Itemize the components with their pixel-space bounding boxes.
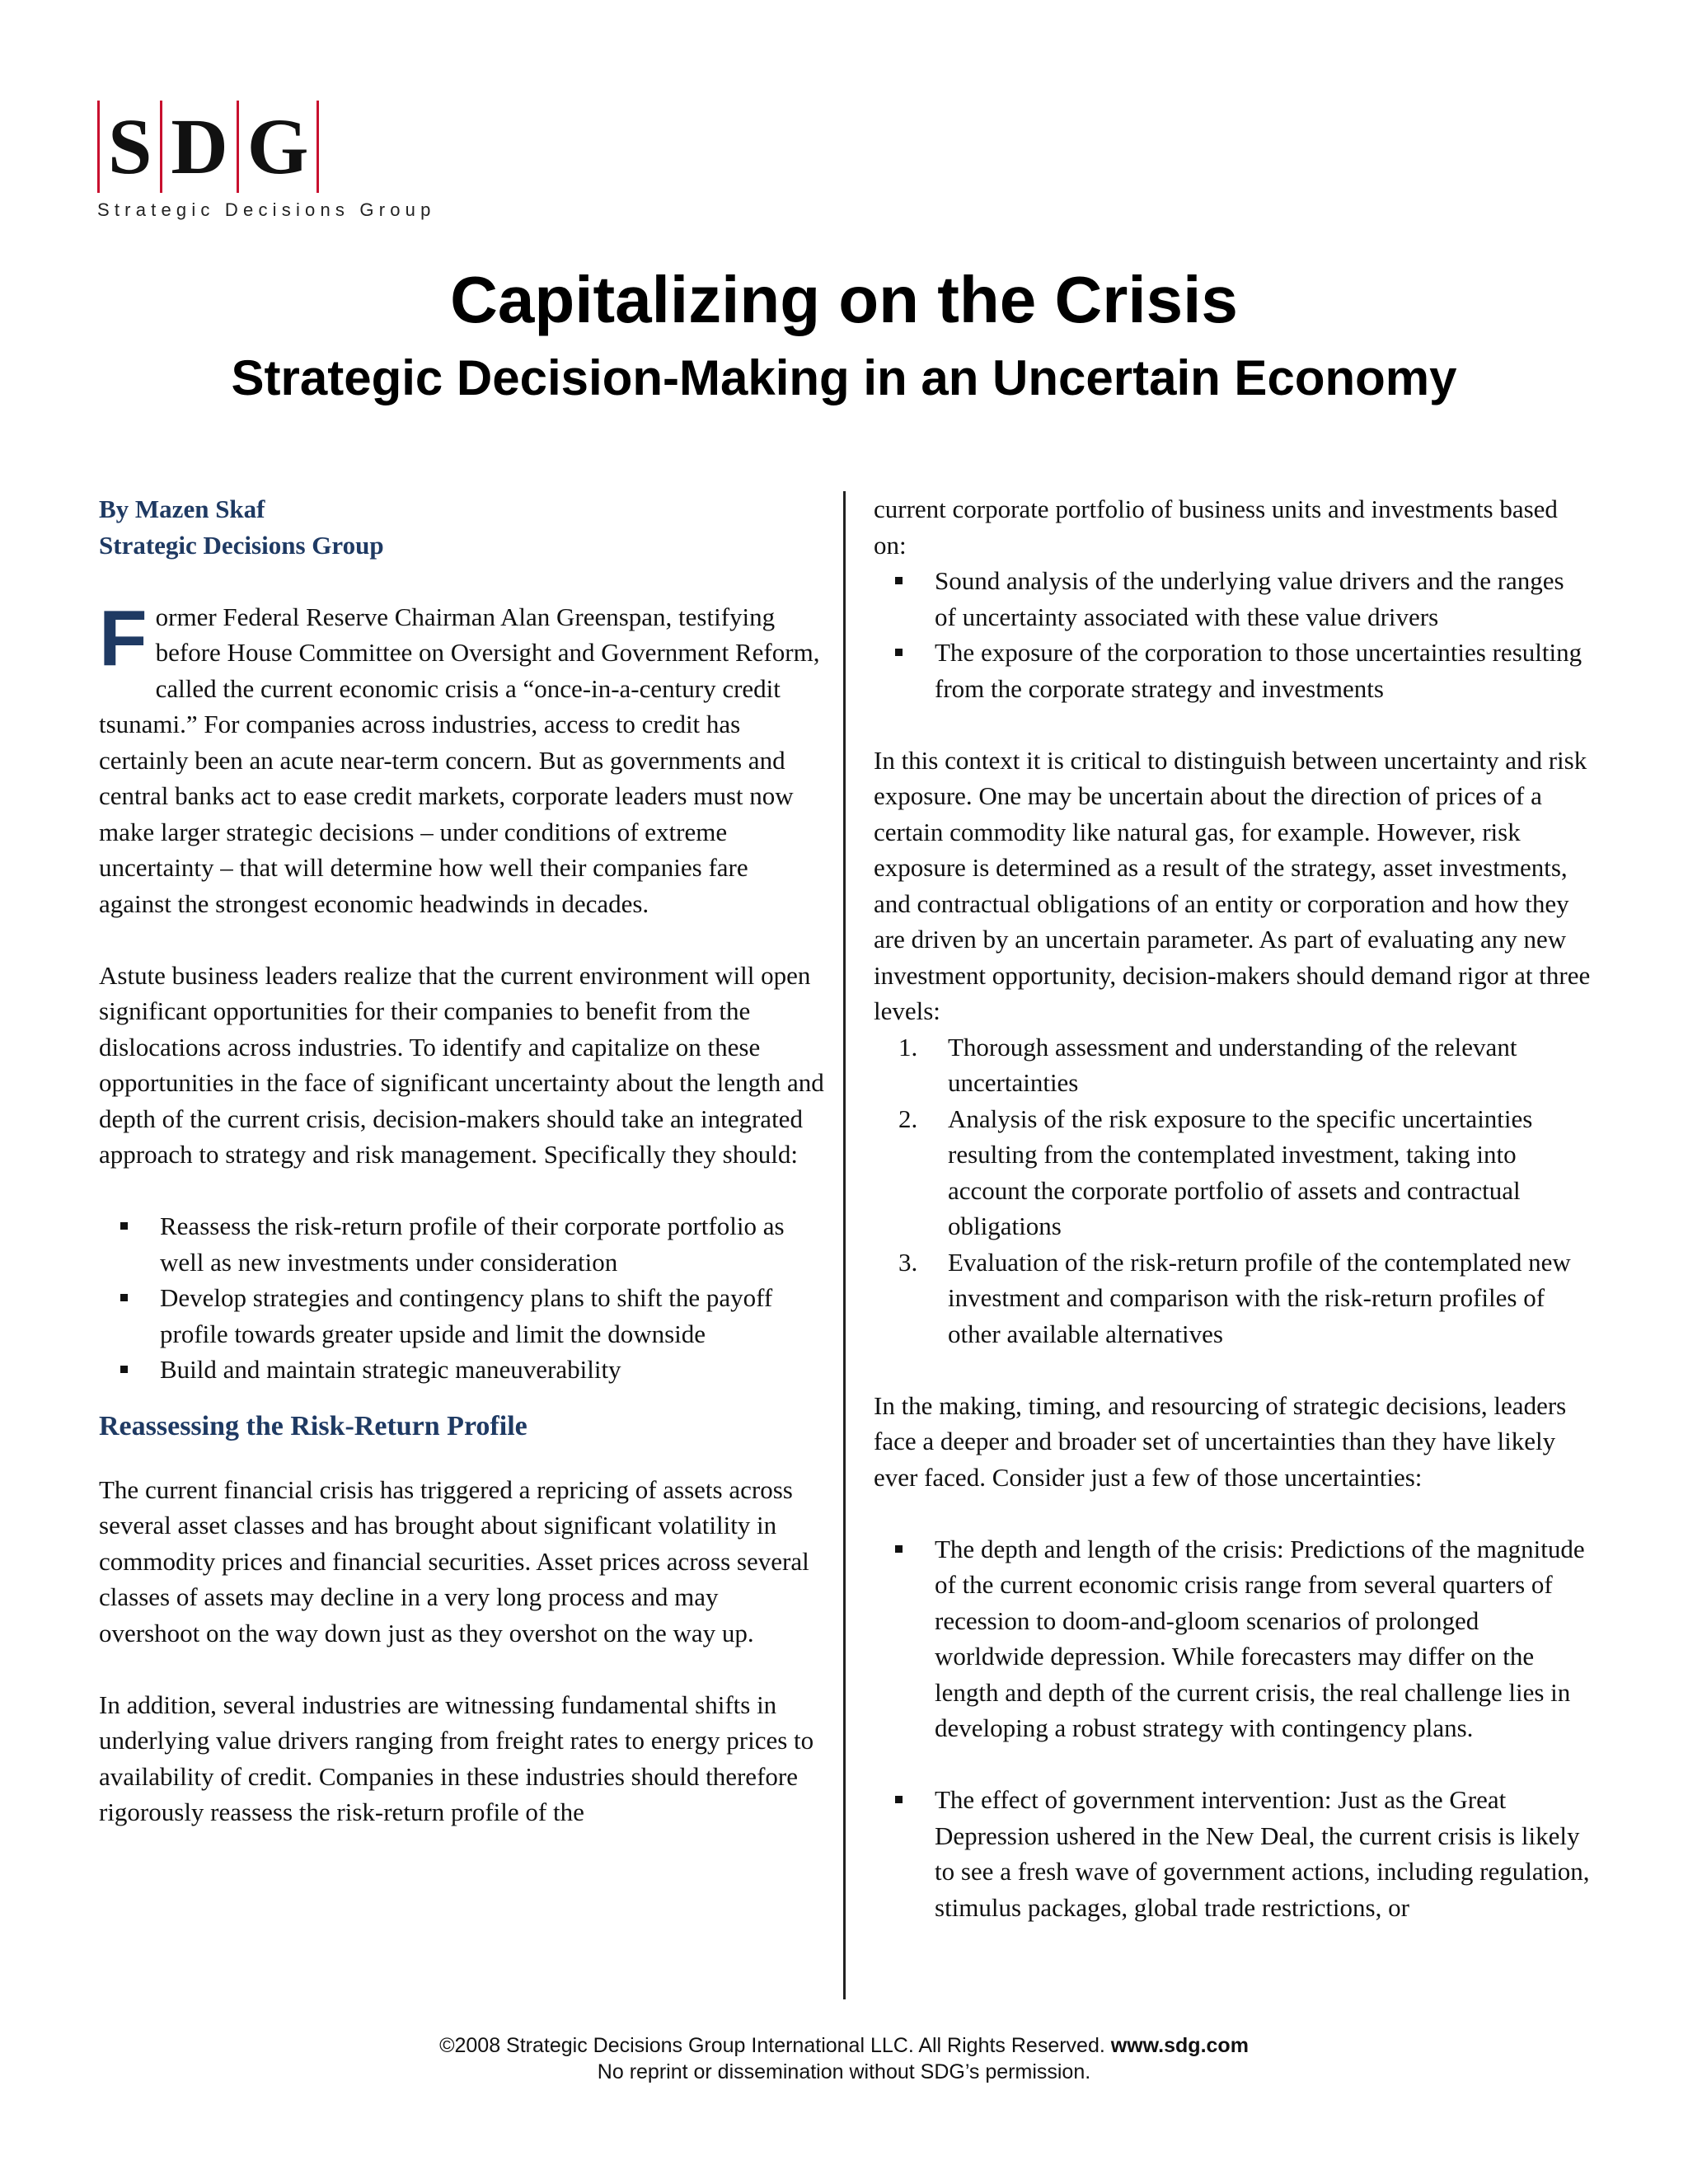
author-organization: Strategic Decisions Group [99,530,384,560]
list-item [874,1244,1591,1352]
right-column [874,491,1591,1925]
column-divider [843,491,846,1999]
footer-notice: No reprint or dissemination without SDG’s permission. [597,2060,1091,2083]
list-item-text: Evaluation of the risk-return profile of the contemplated new investment and comparison with the risk-return profiles of other available alternatives [948,1247,1571,1348]
bullet-list [874,1782,1591,1925]
list-item-text: Thorough assessment and understanding of the relevant uncertainties [948,1032,1517,1097]
logo-letters [97,101,436,193]
paragraph: In addition, several industries are witnessing fundamental shifts in underlying value drivers ranging from freight rates to energy prices to availability of credit. Companies in these industries should therefore rigorously reassess the risk-return profile of the [99,1690,814,1826]
logo-letter-d: D [171,102,228,190]
drop-cap: F [99,593,148,682]
page-title: Capitalizing on the Crisis [450,263,1238,336]
numbered-list [874,1029,1591,1352]
footer-url: www.sdg.com [1110,2034,1249,2057]
paragraph: Astute business leaders realize that the current environment will open significant opportunities for their companies to benefit from the dislocations across industries. To identify and capitalize on these opportunities in the face of significant uncertainty about the length and depth of the current crisis, decision-makers should take an integrated approach to strategy and risk management. Specifically they should: [99,960,824,1169]
list-item: Reassess the risk-return profile of their corporate portfolio as well as new investments under consideration [99,1208,824,1280]
bullet-list [99,1208,824,1388]
list-number: 1. [898,1032,918,1062]
page-footer [0,2032,1688,2085]
logo-letter-g: G [246,102,309,190]
logo-divider [316,101,319,193]
intro-paragraph [99,593,824,922]
paragraph: In this context it is critical to distinguish between uncertainty and risk exposure. One may be uncertain about the direction of prices of a certain commodity like natural gas, for example. However, risk exposure is determined as a result of the strategy, asset investments, and contractual obligations of an entity or corporation and how they are driven by an uncertain parameter. As part of evaluating any new investment opportunity, decision-makers should demand rigor at three levels: [874,745,1591,1025]
footer-copyright: ©2008 Strategic Decisions Group International LLC. All Rights Reserved. [439,2034,1105,2057]
left-column [99,491,824,1830]
sdg-logo [97,101,436,221]
intro-text: ormer Federal Reserve Chairman Alan Greenspan, testifying before House Committee on Oversight and Government Reform, called the current economic crisis a “once-in-a-century credit tsunami.” For companies across industries, access to credit has certainly been an acute near-term concern. But as governments and central banks act to ease credit markets, corporate leaders must now make larger strategic decisions – under conditions of extreme uncertainty – that will determine how well their companies fare against the strongest economic headwinds in decades. [99,602,820,918]
logo-letter-s: S [108,102,152,190]
paragraph: The current financial crisis has triggered a repricing of assets across several asset classes and has brought about significant volatility in commodity prices and financial securities. Asset prices across several classes of assets may decline in a very long process and may overshoot on the way down just as they overshot on the way up. [99,1474,809,1647]
list-item: The effect of government intervention: Just as the Great Depression ushered in the New Deal, the current crisis is likely to see a fresh wave of government actions, including regulation, stimulus packages, global trade restrictions, or [874,1782,1591,1925]
list-number: 2. [898,1104,918,1133]
list-item: Sound analysis of the underlying value drivers and the ranges of uncertainty associated with these value drivers [874,563,1591,635]
list-number: 3. [898,1247,918,1277]
author-byline: By Mazen Skaf [99,494,265,523]
bullet-list [874,563,1591,706]
list-item: The depth and length of the crisis: Predictions of the magnitude of the current economic crisis range from several quarters of recession to doom-and-gloom scenarios of prolonged worldwide depression. While forecasters may differ on the length and depth of the current crisis, the real challenge lies in developing a robust strategy with contingency plans. [874,1531,1591,1746]
section-heading: Reassessing the Risk-Return Profile [99,1410,528,1441]
page-subtitle: Strategic Decision-Making in an Uncertain Economy [231,350,1457,405]
list-item [874,1101,1591,1244]
list-item: Develop strategies and contingency plans to shift the payoff profile towards greater upside and limit the downside [99,1280,824,1352]
bullet-list [874,1531,1591,1746]
paragraph: current corporate portfolio of business units and investments based on: [874,494,1558,560]
logo-tagline: Strategic Decisions Group [97,199,436,220]
title-block [0,264,1688,405]
list-item: The exposure of the corporation to those uncertainties resulting from the corporate strategy and investments [874,635,1591,706]
list-item [874,1029,1591,1101]
list-item-text: Analysis of the risk exposure to the specific uncertainties resulting from the contemplated investment, taking into account the corporate portfolio of assets and contractual obligations [948,1104,1533,1240]
list-item: Build and maintain strategic maneuverability [99,1352,824,1388]
paragraph: In the making, timing, and resourcing of strategic decisions, leaders face a deeper and broader set of uncertainties than they have likely ever faced. Consider just a few of those uncertainties: [874,1390,1567,1492]
footer-copyright-line [0,2032,1688,2059]
